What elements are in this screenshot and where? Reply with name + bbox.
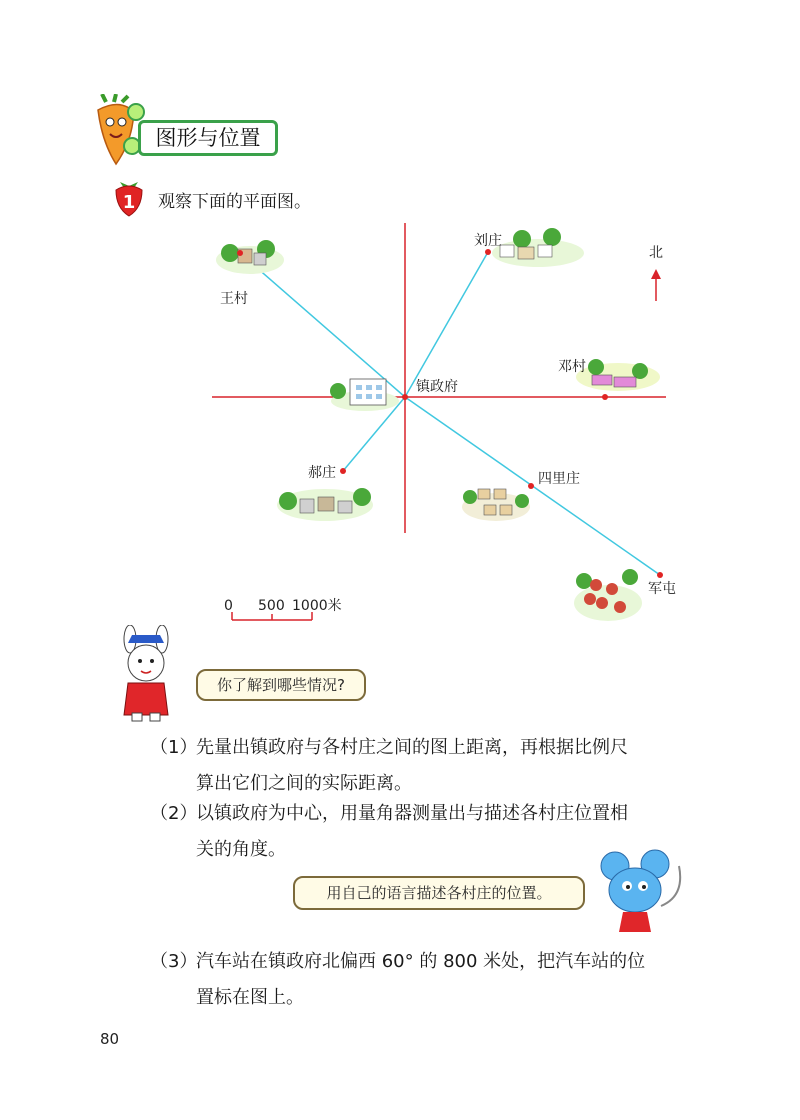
question-3-line1: 汽车站在镇政府北偏西 60° 的 800 米处，把汽车站的位 [196, 951, 646, 972]
speech-bubble-describe: 用自己的语言描述各村庄的位置。 [293, 876, 585, 910]
scale-tick-0: 0 [224, 598, 233, 614]
question-3-number: （3） [150, 951, 198, 972]
label-juntun: 军屯 [648, 581, 676, 597]
label-dengcun: 邓村 [558, 359, 586, 375]
haozhuang-village-icon [277, 488, 373, 521]
juntun-dot [657, 572, 663, 578]
wangcun-village-icon [216, 240, 284, 274]
dengcun-village-icon [576, 359, 660, 391]
question-3-line2: 置标在图上。 [196, 987, 304, 1008]
liuzhuang-village-icon [492, 228, 584, 267]
government-dot [402, 394, 408, 400]
village-map [200, 215, 680, 635]
government-building-icon [330, 379, 399, 411]
label-silizhuang: 四里庄 [538, 471, 580, 487]
question-1-line1: 先量出镇政府与各村庄之间的图上距离，再根据比例尺 [196, 737, 628, 758]
question-1-number: （1） [150, 737, 198, 758]
question-2-number: （2） [150, 803, 198, 824]
mouse-mascot-icon [595, 846, 685, 936]
bunny-mascot-icon [110, 625, 185, 725]
label-haozhuang: 郝庄 [308, 465, 336, 481]
label-wangcun: 王村 [220, 291, 248, 307]
page-number: 80 [100, 1030, 120, 1048]
wangcun-dot [237, 250, 243, 256]
juntun-village-icon [574, 569, 642, 621]
strawberry-number-icon [112, 178, 146, 218]
route-wangcun [240, 253, 405, 397]
label-government: 镇政府 [416, 379, 458, 395]
scale-tick-500: 500 [258, 598, 285, 614]
question-2-line2: 关的角度。 [196, 839, 286, 860]
section-title: 图形与位置 [138, 120, 278, 156]
question-2-line1: 以镇政府为中心，用量角器测量出与描述各村庄位置相 [196, 803, 628, 824]
haozhuang-dot [340, 468, 346, 474]
question-3 [150, 944, 710, 1016]
scale-tick-1000: 1000米 [292, 598, 342, 614]
question-1-line2: 算出它们之间的实际距离。 [196, 773, 412, 794]
liuzhuang-dot [485, 249, 491, 255]
dengcun-dot [602, 394, 608, 400]
problem-number: 1 [122, 192, 136, 213]
north-arrow-icon [651, 269, 661, 279]
route-liuzhuang [405, 252, 488, 397]
question-1 [150, 730, 710, 802]
silizhuang-village-icon [462, 489, 530, 521]
north-label: 北 [649, 245, 663, 261]
speech-bubble-question: 你了解到哪些情况? [196, 669, 366, 701]
silizhuang-dot [528, 483, 534, 489]
label-liuzhuang: 刘庄 [474, 233, 502, 249]
problem-text: 观察下面的平面图。 [158, 192, 311, 212]
scale-bar [224, 597, 342, 620]
